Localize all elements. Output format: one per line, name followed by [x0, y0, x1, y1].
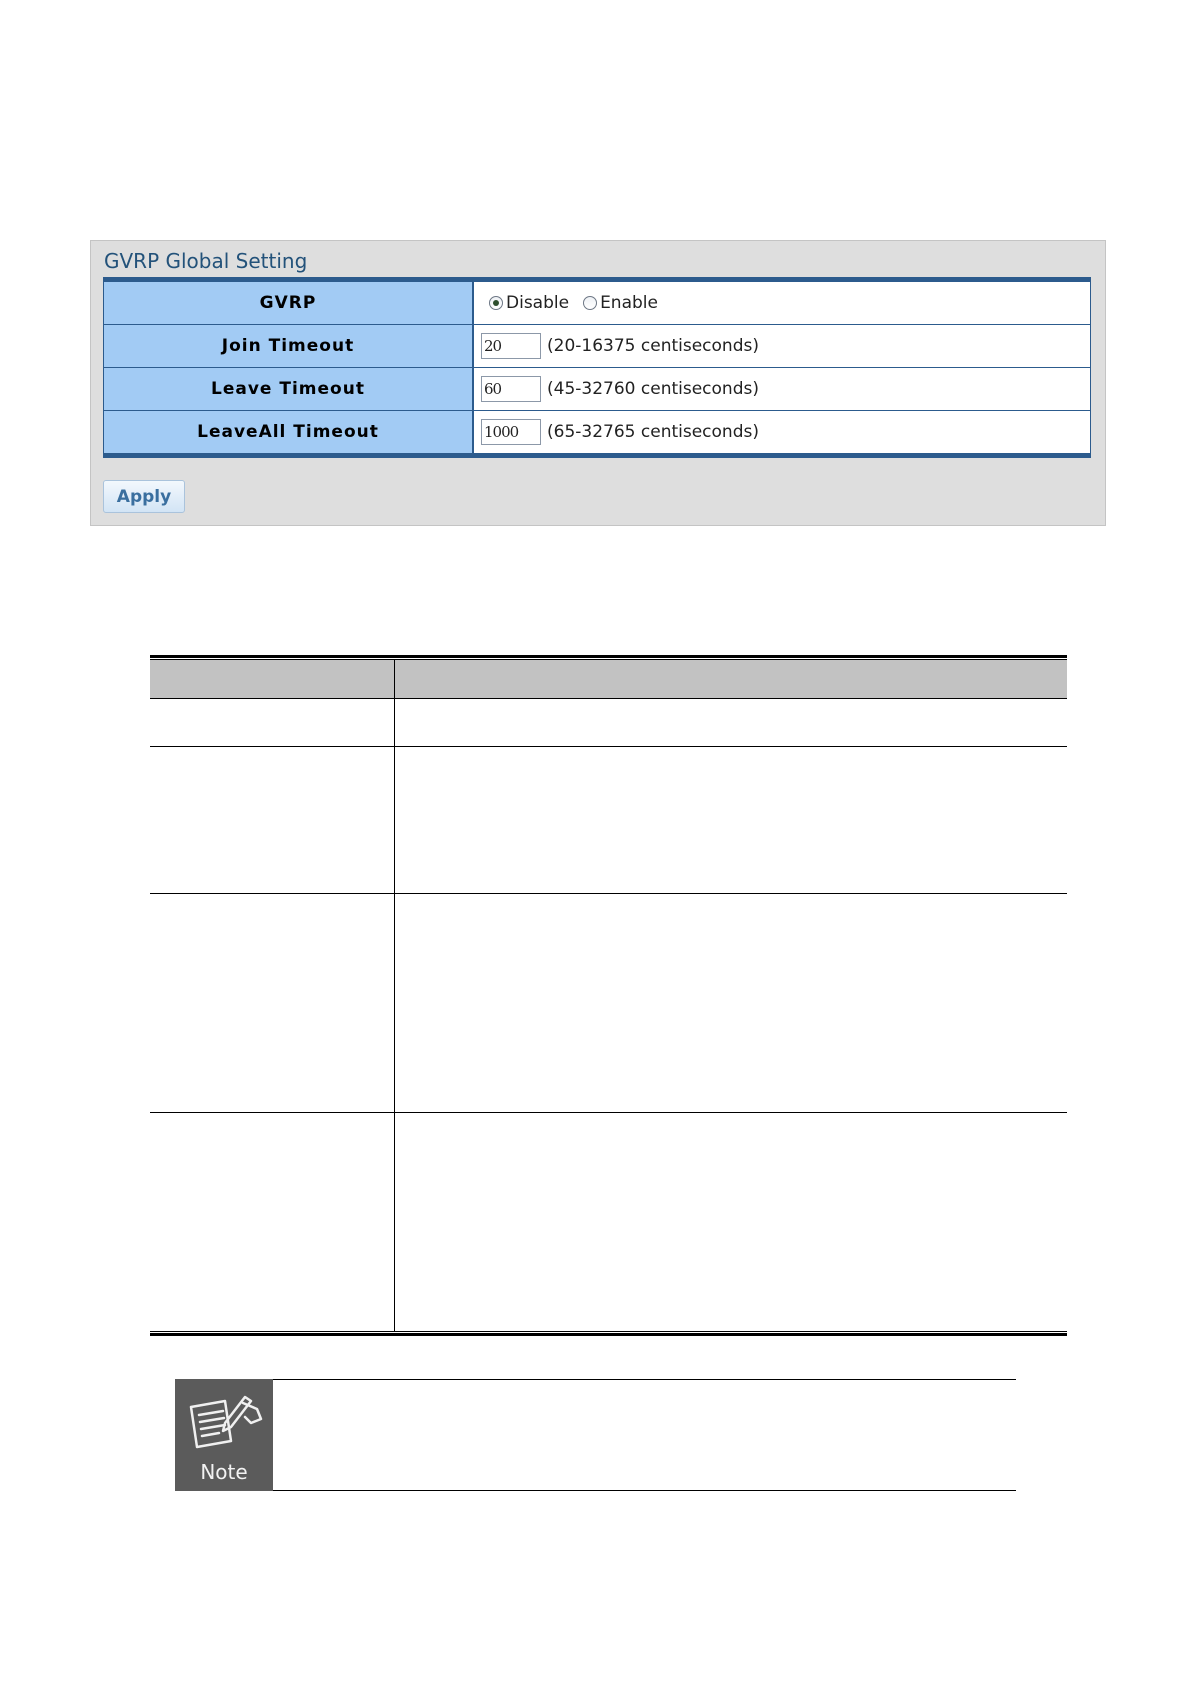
leaveall-timeout-input[interactable]: 1000 [481, 419, 541, 445]
gvrp-global-setting-panel [90, 240, 1106, 526]
note-pencil-icon [185, 1389, 263, 1455]
table-bottom-rule [150, 1331, 1067, 1336]
leaveall-timeout-label: LeaveAll Timeout [104, 411, 474, 453]
gvrp-row [104, 282, 1090, 325]
note-icon [175, 1379, 273, 1491]
leaveall-timeout-range: (65-32765 centiseconds) [547, 422, 759, 442]
note-top-line [273, 1379, 1016, 1380]
join-timeout-row [104, 325, 1090, 368]
leave-timeout-row [104, 368, 1090, 411]
leave-timeout-range: (45-32760 centiseconds) [547, 379, 759, 399]
gvrp-mode-options [474, 282, 1090, 324]
header-cell-object [150, 660, 395, 698]
leaveall-timeout-row [104, 411, 1090, 453]
leave-timeout-input[interactable]: 60 [481, 376, 541, 402]
leave-timeout-label: Leave Timeout [104, 368, 474, 410]
note-label: Note [200, 1460, 248, 1484]
join-timeout-input[interactable]: 20 [481, 333, 541, 359]
table-row [150, 894, 1067, 1113]
table-row [150, 699, 1067, 747]
enable-radio-label[interactable]: Enable [600, 293, 658, 313]
enable-radio[interactable] [583, 296, 597, 310]
disable-radio-label[interactable]: Disable [506, 293, 570, 313]
gvrp-label: GVRP [104, 282, 474, 324]
description-table [150, 655, 1067, 1336]
note-bottom-line [273, 1490, 1016, 1491]
header-cell-description [395, 660, 1067, 698]
table-header [150, 660, 1067, 699]
disable-radio[interactable] [489, 296, 503, 310]
radio-selected-dot [493, 300, 499, 306]
apply-button[interactable]: Apply [103, 480, 185, 513]
gvrp-settings-table [103, 277, 1091, 458]
join-timeout-label: Join Timeout [104, 325, 474, 367]
table-row [150, 1113, 1067, 1331]
table-row [150, 747, 1067, 894]
join-timeout-range: (20-16375 centiseconds) [547, 336, 759, 356]
panel-title: GVRP Global Setting [104, 249, 308, 273]
